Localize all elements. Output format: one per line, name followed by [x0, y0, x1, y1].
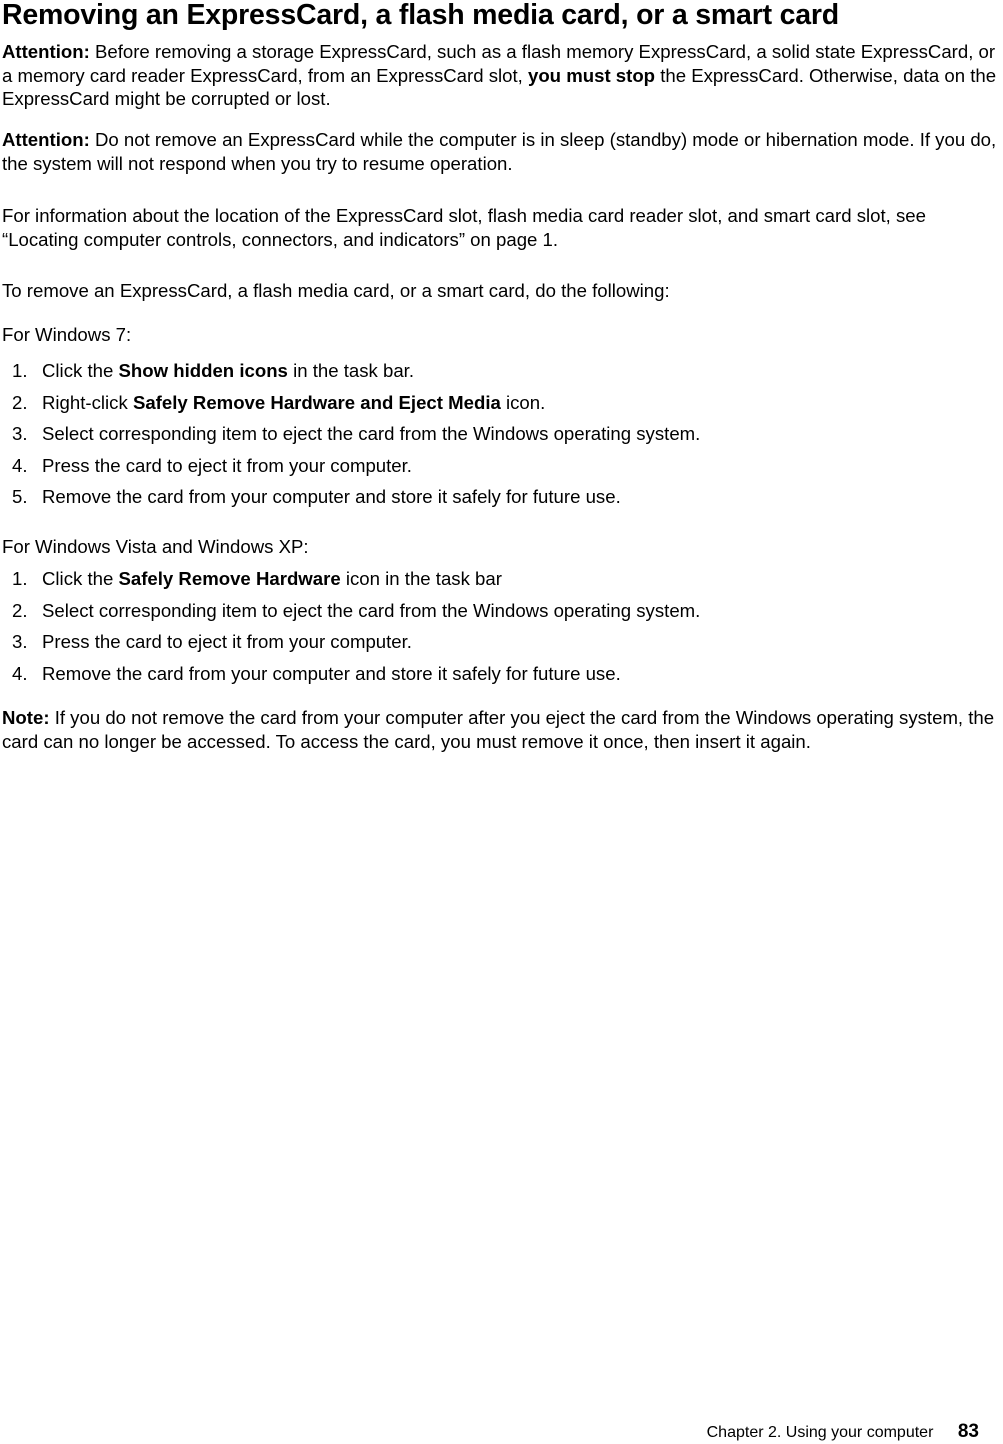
location-info-paragraph [2, 204, 1000, 251]
step-text: Select corresponding item to eject the card from the Windows operating system. [42, 423, 701, 444]
intro-text: To remove an ExpressCard, a flash media card, or a smart card, do the following: [2, 280, 670, 301]
page-footer [707, 1421, 979, 1444]
step-text: Remove the card from your computer and store it safely for future use. [42, 486, 621, 507]
attention-text-after: the ExpressCard. Otherwise, data on the ExpressCard might be corrupted or lost. [2, 64, 997, 109]
step-text: Select corresponding item to eject the card from the Windows operating system. [42, 599, 701, 621]
note-paragraph [2, 706, 1000, 753]
list-item [12, 662, 700, 694]
list-item [12, 359, 700, 391]
windows-vista-xp-heading: For Windows Vista and Windows XP: [2, 536, 309, 557]
step-number: 1. [12, 568, 28, 589]
attention-label: Attention: [2, 129, 90, 150]
attention-storage-paragraph [2, 40, 1000, 111]
note-text: If you do not remove the card from your computer after you eject the card from the Windows operating system, the card can no longer be accessed. To access the card, you must remove it once, then insert it again. [2, 707, 995, 752]
step-number: 2. [12, 391, 28, 413]
intro-paragraph [2, 279, 1000, 303]
step-text: Remove the card from your computer and store it safely for future use. [42, 662, 621, 684]
attention-text-before: Before removing a storage ExpressCard, such as a flash memory ExpressCard, a solid state ExpressCard, or a memory card reader ExpressCard, from an ExpressCard slot, [2, 41, 996, 86]
attention-label: Attention: [2, 41, 90, 62]
chapter-label: Chapter 2. Using your computer [706, 1424, 934, 1441]
step-number: 4. [12, 662, 28, 684]
step-number: 3. [12, 631, 28, 652]
step-number: 1. [12, 360, 28, 381]
step-text: Click the [42, 568, 114, 589]
page-title: Removing an ExpressCard, a flash media card, or a smart card [2, 0, 840, 31]
list-item [12, 422, 700, 454]
list-item [12, 485, 700, 517]
step-emphasis: Safely Remove Hardware [118, 568, 341, 589]
step-number: 5. [12, 486, 28, 507]
list-item [12, 567, 700, 599]
step-text: icon. [506, 391, 546, 413]
step-text: icon in the task bar [345, 568, 502, 589]
windows7-steps-list [12, 359, 700, 517]
step-text: Press the card to eject it from your computer. [42, 631, 412, 652]
step-number: 3. [12, 423, 28, 444]
step-text: in the task bar. [293, 360, 415, 381]
step-number: 4. [12, 454, 28, 476]
attention-sleep-paragraph [2, 128, 1000, 175]
attention-text: Do not remove an ExpressCard while the computer is in sleep (standby) mode or hibernation mode. If you do, the system will not respond when you try to resume operation. [2, 129, 997, 174]
windows-vista-xp-steps-list [12, 567, 700, 693]
step-text: Right-click [42, 391, 128, 413]
windows7-heading: For Windows 7: [2, 324, 132, 345]
list-item [12, 391, 700, 423]
attention-emphasis: you must stop [527, 64, 656, 86]
list-item [12, 599, 700, 631]
step-text: Click the [42, 360, 114, 381]
location-info-text: For information about the location of the ExpressCard slot, flash media card reader slot, and smart card slot, see “Locating computer controls, connectors, and indicators” on page 1. [2, 205, 926, 250]
list-item [12, 630, 700, 662]
step-text: Press the card to eject it from your computer. [42, 454, 412, 476]
note-label: Note: [2, 707, 50, 728]
list-item [12, 454, 700, 486]
step-number: 2. [12, 599, 28, 621]
step-emphasis: Show hidden icons [118, 360, 288, 381]
step-emphasis: Safely Remove Hardware and Eject Media [132, 391, 501, 413]
page-number: 83 [957, 1421, 979, 1442]
